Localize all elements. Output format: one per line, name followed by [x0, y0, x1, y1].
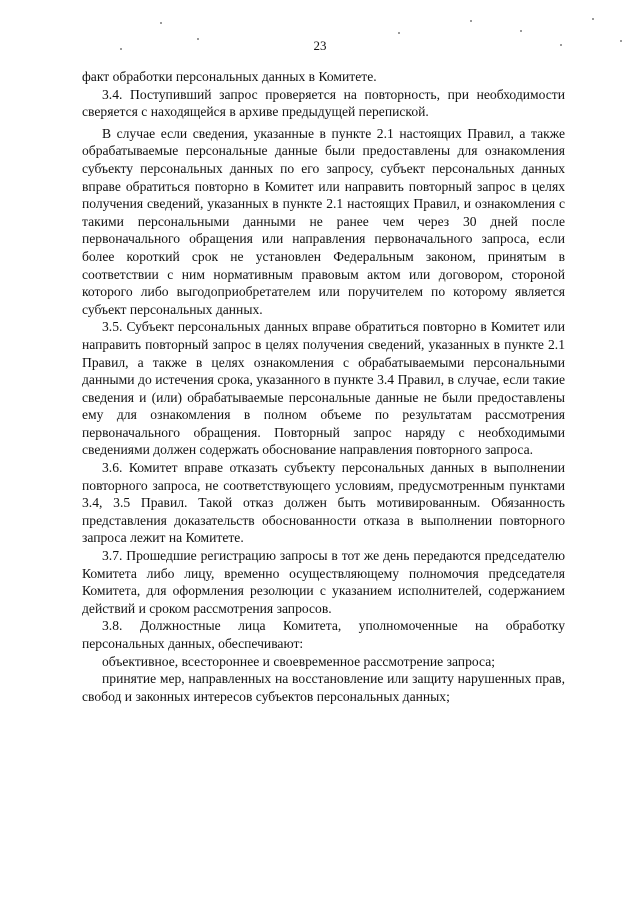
scan-speck	[620, 40, 622, 42]
list-item-objective-review: объективное, всестороннее и своевременное рассмотрение запроса;	[102, 653, 496, 669]
scan-speck	[520, 30, 522, 32]
scan-speck	[560, 44, 562, 46]
list-item-restoration-measures: принятие мер, направленных на восстановление или защиту нарушенных прав, свобод и законных интересов субъектов персональных данных;	[82, 671, 565, 704]
paragraph-3-5: 3.5. Субъект персональных данных вправе обратиться повторно в Комитет или направить повторный запрос в целях получения сведений, указанных в пункте 2.1 Правил, а также в целях ознакомления с обрабатываемыми персональными данными до истечения срока, указанного в пункте 3.4 Правил, в случае, если такие сведения и (или) обрабатываемые персональные данные не были предоставлены ему для ознакомления в полном объеме по результатам рассмотрения первоначального обращения. Повторный запрос наряду с необходимыми сведениями должен содержать обоснование направления повторного запроса.	[82, 319, 565, 458]
scan-speck	[120, 48, 122, 50]
paragraph-3-6: 3.6. Комитет вправе отказать субъекту персональных данных в выполнении повторного запроса, не соответствующего условиям, предусмотренным пунктами 3.4, 3.5 Правил. Такой отказ должен быть мотивированным. Обязанность представления доказательств обоснованности отказа в выполнении повторного запроса лежит на Комитете.	[82, 460, 565, 546]
paragraph-repeat-request: В случае если сведения, указанные в пункте 2.1 настоящих Правил, а также обрабатываемые персональные данные были предоставлены для ознакомления субъекту персональных данных по его запросу, субъект персональных данных вправе обратиться повторно в Комитет или направить повторный запрос в целях получения сведений, указанных в пункте 2.1 настоящих Правил, и ознакомления с такими персональными данными не ранее чем через 30 дней после первоначального обращения или направления первоначального запроса, если более короткий срок не установлен Федеральным законом, принятым в соответствии с ним нормативным правовым актом или договором, стороной которого либо выгодоприобретателем или поручителем по которому является субъект персональных данных.	[82, 125, 565, 317]
page-number: 23	[313, 38, 327, 53]
document-body	[82, 68, 565, 705]
paragraph-3-7: 3.7. Прошедшие регистрацию запросы в тот же день передаются председателю Комитета либо лицу, временно осуществляющему полномочия председателя Комитета, для оформления резолюции с указанием исполнителей, содержанием действий и сроком рассмотрения запросов.	[82, 548, 565, 616]
scan-speck	[592, 18, 594, 20]
paragraph-continuation: факт обработки персональных данных в Комитете.	[82, 69, 377, 84]
scan-speck	[470, 20, 472, 22]
paragraph-3-4: 3.4. Поступивший запрос проверяется на повторность, при необходимости сверяется с находящейся в архиве предыдущей перепиской.	[82, 86, 565, 120]
paragraph-3-8: 3.8. Должностные лица Комитета, уполномоченные на обработку персональных данных, обеспечивают:	[82, 618, 565, 651]
scan-speck	[160, 22, 162, 24]
scan-speck	[197, 38, 199, 40]
scan-speck	[398, 32, 400, 34]
